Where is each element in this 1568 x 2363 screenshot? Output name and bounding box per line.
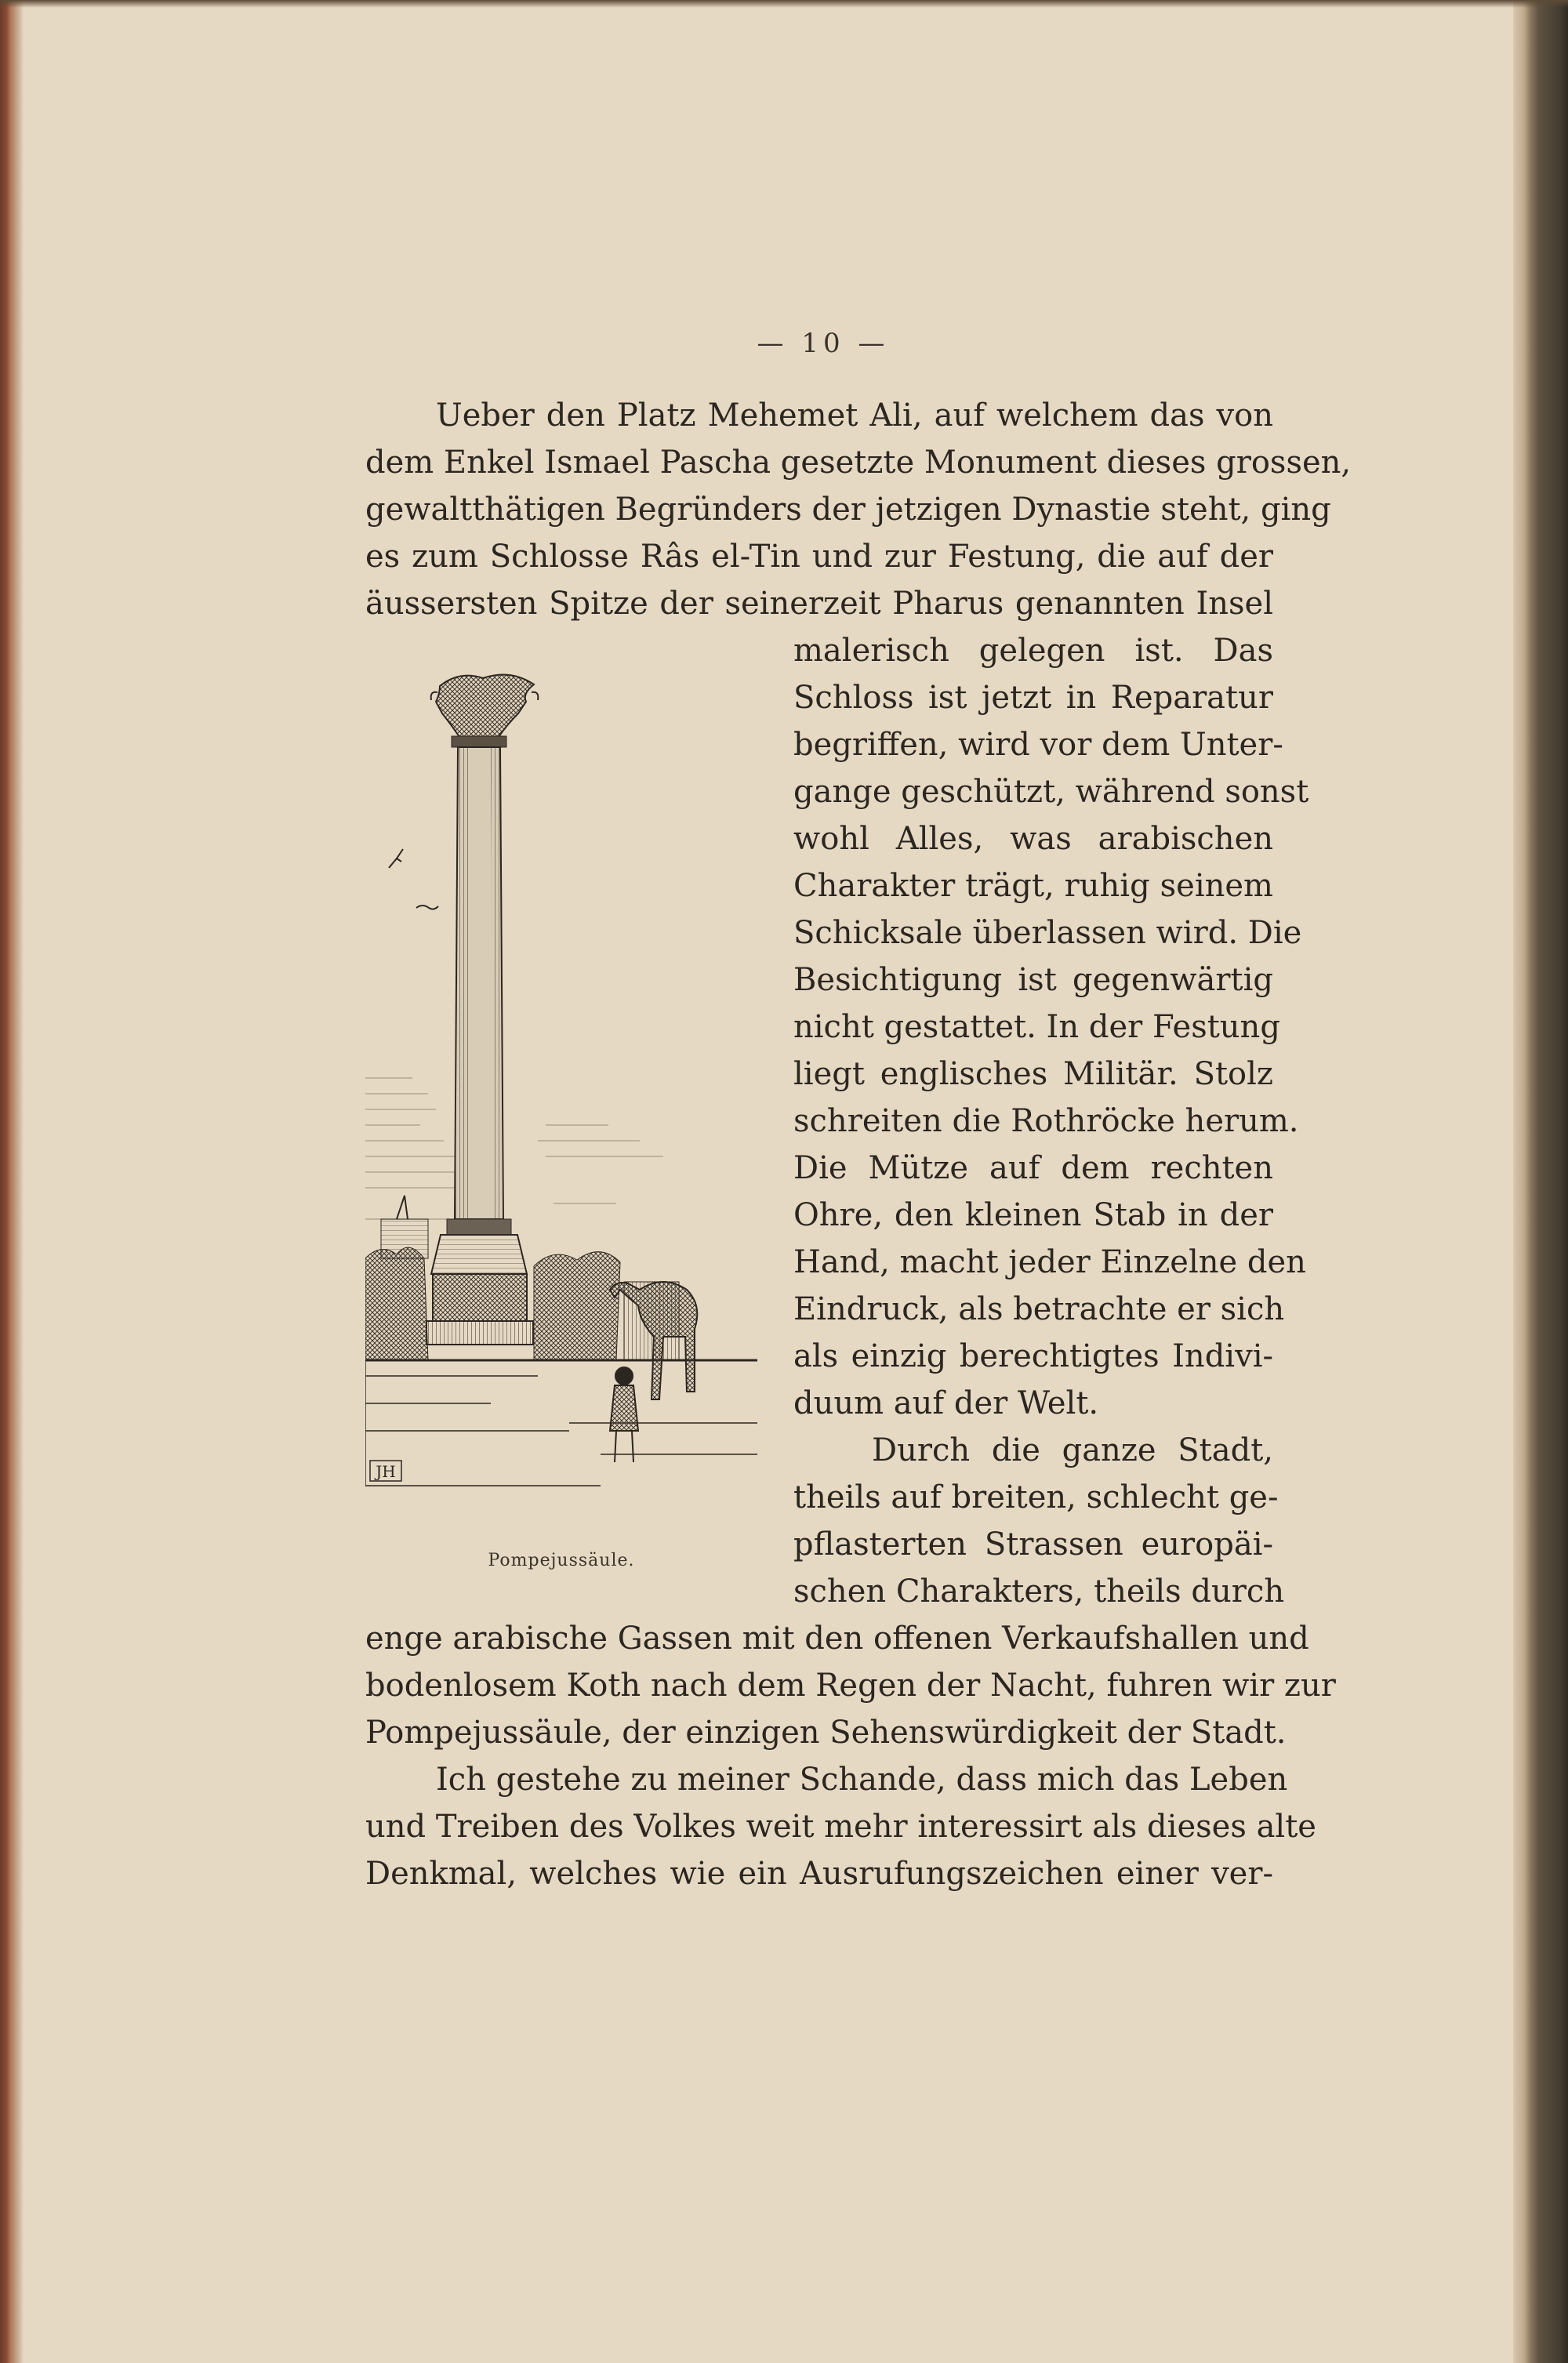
text-line: Pompejussäule, der einzigen Sehenswürdigkeit der Stadt. [365,1715,1287,1751]
man-figure [610,1367,638,1462]
book-binding-right [1513,0,1568,2363]
text-line: schen Charakters, theils durch [793,1574,1285,1610]
text-line: als einzig berechtigtes Indivi- [793,1338,1273,1374]
text-line: begriffen, wird vor dem Unter- [793,727,1283,763]
column-shaft [455,747,503,1219]
bird-icon [389,849,438,909]
pompeys-pillar-engraving [365,670,757,1533]
text-line: gewaltthätigen Begründers der jetzigen Dynastie steht, ging [365,492,1331,528]
text-line: Charakter trägt, ruhig seinem [793,868,1273,904]
text-line: Eindruck, als betrachte er sich [793,1291,1285,1327]
text-line: Ueber den Platz Mehemet Ali, auf welchem das von [436,397,1273,434]
ground [365,1360,757,1486]
text-line: schreiten die Rothröcke herum. [793,1103,1299,1139]
text-line: Durch die ganze Stadt, [872,1432,1273,1468]
text-line: und Treiben des Volkes weit mehr interessirt als dieses alte [365,1809,1316,1845]
text-line: dem Enkel Ismael Pascha gesetzte Monument dieses grossen, [365,445,1352,481]
text-line: Besichtigung ist gegenwärtig [793,962,1273,998]
artist-monogram [370,1461,401,1481]
text-line: duum auf der Welt. [793,1385,1099,1421]
text-line: theils auf breiten, schlecht ge- [793,1479,1279,1515]
column-capital [431,675,539,748]
figure-caption: Pompejussäule. [488,1551,635,1570]
text-line: malerisch gelegen ist. Das [793,633,1273,669]
text-line: nicht gestattet. In der Festung [793,1009,1280,1045]
text-line: pflasterten Strassen europäi- [793,1526,1273,1563]
book-binding-left [0,0,24,2363]
svg-text:JH: JH [376,1462,396,1481]
text-line: es zum Schlosse Râs el-Tin und zur Festung, die auf der [365,539,1273,575]
page-top-edge [0,0,1568,8]
text-line: Denkmal, welches wie ein Ausrufungszeichen einer ver- [365,1856,1273,1892]
text-line: bodenlosem Koth nach dem Regen der Nacht, fuhren wir zur [365,1668,1336,1704]
text-line: gange geschützt, während sonst [793,774,1309,810]
text-line: Hand, macht jeder Einzelne den [793,1244,1306,1280]
text-line: Die Mütze auf dem rechten [793,1150,1273,1186]
text-line: enge arabische Gassen mit den offenen Verkaufshallen und [365,1621,1309,1657]
text-line: Schloss ist jetzt in Reparatur [793,680,1273,716]
text-line: Ohre, den kleinen Stab in der [793,1197,1273,1233]
page-number: — 10 — [757,328,890,359]
text-line: liegt englisches Militär. Stolz [793,1056,1273,1092]
sky-hatching [365,1078,663,1219]
text-line: Schicksale überlassen wird. Die [793,915,1302,951]
text-line: wohl Alles, was arabischen [793,821,1273,857]
text-line: äussersten Spitze der seinerzeit Pharus genannten Insel [365,586,1273,622]
column-pedestal [426,1219,533,1345]
text-line: Ich gestehe zu meiner Schande, dass mich das Leben [436,1762,1288,1798]
